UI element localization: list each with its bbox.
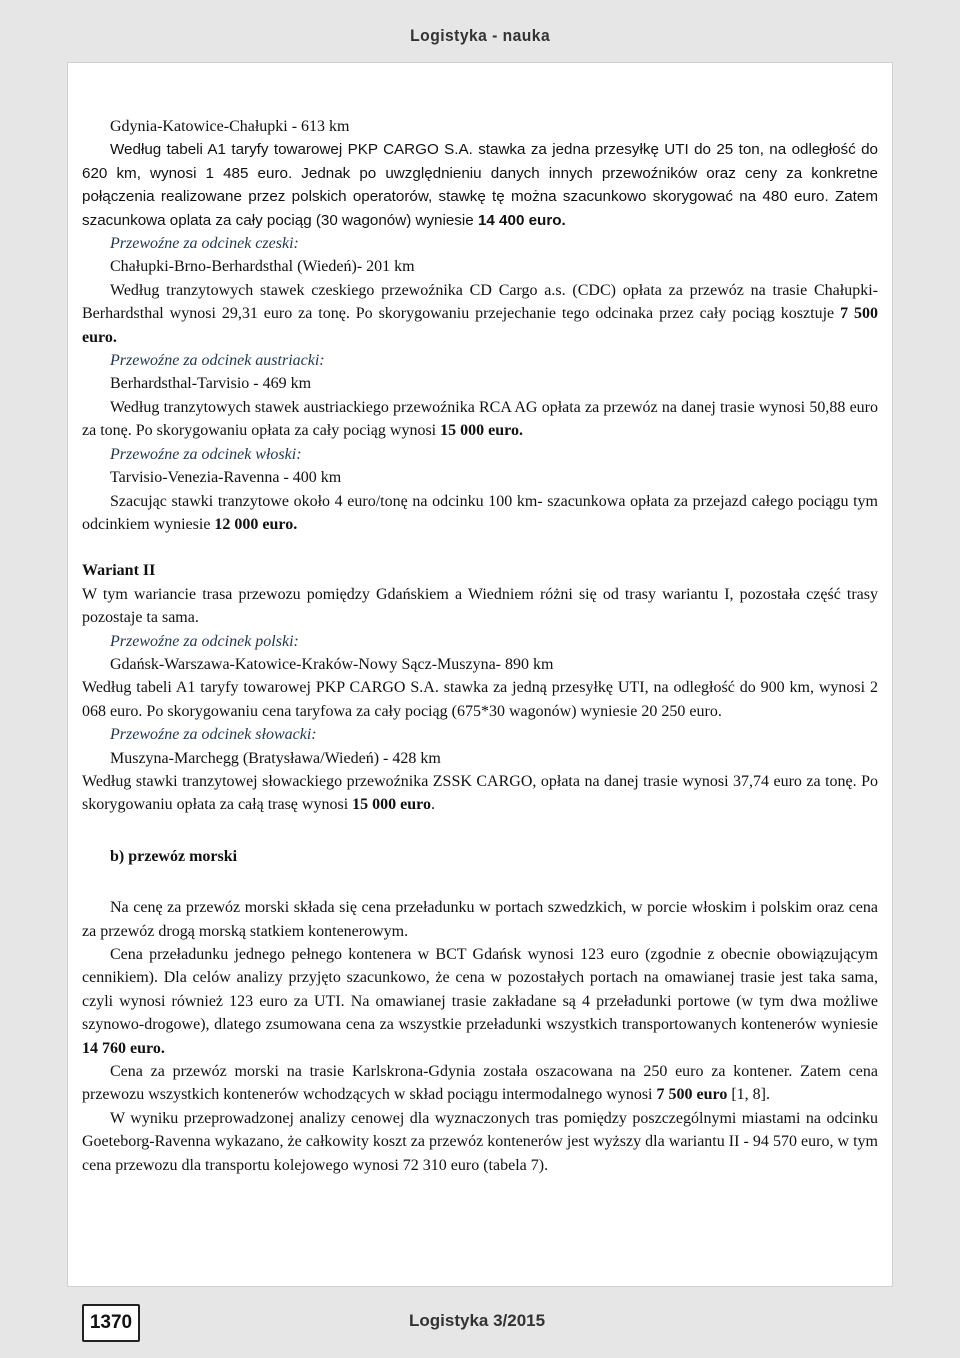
route-line: Muszyna-Marchegg (Bratysława/Wiedeń) - 428 km: [110, 749, 441, 767]
subsection-heading: b) przewóz morski: [110, 847, 238, 865]
page-sheet: [67, 62, 893, 1287]
amount: 14 760 euro.: [82, 1039, 165, 1057]
paragraph: Według tranzytowych stawek czeskiego przewoźnika CD Cargo a.s. (CDC) opłata za przewóz na trasie Chałupki-Berhardsthal wynosi 29,31 euro za tonę. Po skorygowaniu przejechanie tego odcinaka przez cały pociąg kosztuje 7 500 euro.: [82, 281, 878, 346]
section-heading: Przewoźne za odcinek austriacki:: [110, 352, 325, 370]
running-header: Logistyka - nauka: [410, 26, 550, 45]
paragraph: Według tabeli A1 taryfy towarowej PKP CARGO S.A. stawka za jedną przesyłkę UTI, na odległość do 900 km, wynosi 2 068 euro. Po skorygowaniu cena taryfowa za cały pociąg (675*30 wagonów) wyniesie 20 250 euro.: [82, 679, 878, 720]
paragraph: Szacując stawki tranzytowe około 4 euro/tonę na odcinku 100 km- szacunkowa opłata za przejazd całego pociągu tym odcinkiem wyniesie 12 000 euro.: [82, 492, 878, 533]
section-heading: Przewoźne za odcinek słowacki:: [110, 726, 317, 744]
section-heading: Przewoźne za odcinek czeski:: [110, 235, 299, 253]
paragraph: Na cenę za przewóz morski składa się cena przeładunku w portach szwedzkich, w porcie włoskim i polskim oraz cena za przewóz drogą morską statkiem kontenerowym.: [82, 899, 878, 940]
paragraph: W wyniku przeprowadzonej analizy cenowej dla wyznaczonych tras pomiędzy poszczególnymi miastami na odcinku Goeteborg-Ravenna wykazano, że całkowity koszt za przewóz kontenerów jest wyższy dla wariantu II - 94 570 euro, w tym cena przewozu dla transportu kolejowego wynosi 72 310 euro (tabela 7).: [82, 1109, 878, 1174]
page-number-box: [82, 1304, 140, 1342]
amount: 15 000 euro: [352, 796, 431, 814]
route-line: Gdańsk-Warszawa-Katowice-Kraków-Nowy Sącz-Muszyna- 890 km: [110, 655, 554, 673]
amount: 7 500 euro: [656, 1086, 728, 1104]
section-heading: Przewoźne za odcinek włoski:: [110, 445, 302, 463]
route-line: Chałupki-Brno-Berhardsthal (Wiedeń)- 201 km: [110, 258, 415, 276]
paragraph: Według stawki tranzytowej słowackiego przewoźnika ZSSK CARGO, opłata na danej trasie wynosi 37,74 euro za tonę. Po skorygowaniu opłata za całą trasę wynosi 15 000 euro.: [82, 772, 878, 814]
amount: 7 500 euro.: [82, 305, 878, 346]
journal-issue: Logistyka 3/2015: [409, 1311, 546, 1330]
route-line: Gdynia-Katowice-Chałupki - 613 km: [110, 118, 350, 135]
paragraph: Cena za przewóz morski na trasie Karlskrona-Gdynia została oszacowana na 250 euro za kontener. Zatem cena przewozu wszystkich kontenerów wchodzących w skład pociągu intermodalnego wynosi 7 500 euro [1, 8].: [82, 1063, 878, 1104]
amount: 12 000 euro.: [214, 515, 298, 533]
amount: 14 400 euro.: [477, 211, 566, 229]
route-line: Berhardsthal-Tarvisio - 469 km: [110, 375, 312, 393]
variant-title: Wariant II: [82, 562, 156, 580]
paragraph: Według tranzytowych stawek austriackiego przewoźnika RCA AG opłata za przewóz na danej trasie wynosi 50,88 euro za tonę. Po skorygowaniu opłata za cały pociąg wynosi 15 000 euro.: [82, 398, 878, 440]
paragraph: Według tabeli A1 taryfy towarowej PKP CARGO S.A. stawka za jedna przesyłkę UTI do 25 ton, na odległość do 620 km, wynosi 1 485 euro. Jednak po uwzględnieniu danych innych przewoźników oraz ceny za konkretne połączenia realizowane przez polskich operatorów, stawkę tę można szacunkowo skorygować na 480 euro. Zatem szacunkowa oplata za cały pociąg (30 wagonów) wyniesie 14 400 euro.: [82, 141, 878, 229]
amount: 15 000 euro.: [440, 422, 523, 440]
paragraph: W tym wariancie trasa przewozu pomiędzy Gdańskiem a Wiedniem różni się od trasy wariantu I, pozostała część trasy pozostaje ta sama.: [82, 585, 878, 627]
section-heading: Przewoźne za odcinek polski:: [110, 632, 299, 650]
page-number: 1370: [89, 1312, 133, 1333]
route-line: Tarvisio-Venezia-Ravenna - 400 km: [110, 469, 342, 487]
paragraph: Cena przeładunku jednego pełnego kontenera w BCT Gdańsk wynosi 123 euro (zgodnie z obecnie obowiązującym cennikiem). Dla celów analizy przyjęto szacunkowo, że cena w pozostałych portach na omawianej trasie jest taka sama, czyli wynosi również 123 euro za UTI. Na omawianej trasie zakładane są 4 przeładunki portowe (w tym dwa możliwe szynowo-drogowe), dlatego zsumowana cena za wszystkie przeładunki wszystkich transportowanych kontenerów wyniesie 14 760 euro.: [82, 946, 878, 1057]
article-body: [82, 115, 878, 1177]
